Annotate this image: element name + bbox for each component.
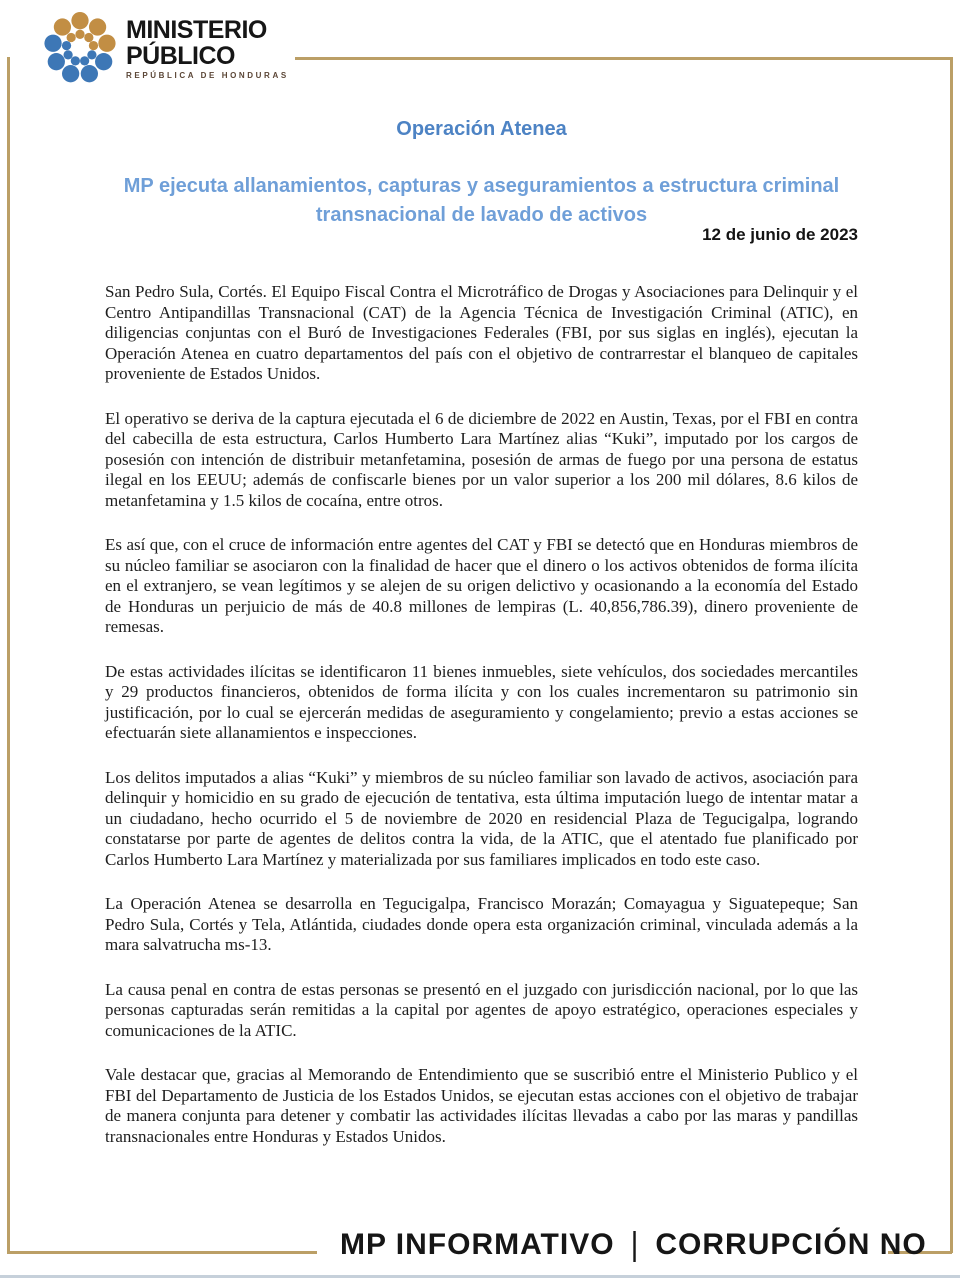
footer-separator: |	[630, 1226, 640, 1263]
footer-slogan-left: MP INFORMATIVO	[340, 1228, 615, 1261]
people-circle-icon	[40, 8, 120, 88]
ministerio-publico-logo	[40, 8, 295, 88]
paragraph: Es así que, con el cruce de información entre agentes del CAT y FBI se detectó que en Honduras miembros de su núcleo familiar se asociaron con la finalidad de hacer que el dinero o los activos obtenidos de forma ilícita en el extranjero, se vean legítimos y se alejen de su origen delictivo y ocasionando a la economía del Estado de Honduras un perjuicio de más de 40.8 millones de lempiras (L. 40,856,786.39), dinero proveniente de remesas.	[105, 535, 858, 636]
headline	[105, 172, 858, 230]
article-body	[105, 282, 858, 1171]
paragraph: El operativo se deriva de la captura ejecutada el 6 de diciembre de 2022 en Austin, Texas, por el FBI en contra del cabecilla de esta estructura, Carlos Humberto Lara Martínez alias “Kuki”, imputado por los cargos de posesión con intención de distribuir metanfetamina, posesión de armas de fuego por una persona de estatus ilegal en los EEUU; además de confiscarle bienes por un valor superior a los 200 mil dólares, 8.6 kilos de metanfetamina y 1.5 kilos de cocaína, entre otros.	[105, 408, 858, 510]
paragraph: Vale destacar que, gracias al Memorando de Entendimiento que se suscribió entre el Ministerio Publico y el FBI del Departamento de Justicia de los Estados Unidos, se ejecutan estas acciones con el objetivo de trabajar de manera conjunta para detener y combatir las actividades ilícitas llevadas a cabo por las maras y pandillas transnacionales entre Honduras y Estados Unidos.	[105, 1065, 858, 1146]
publication-date: 12 de junio de 2023	[702, 225, 858, 244]
operation-title: Operación Atenea	[396, 118, 567, 140]
paragraph: San Pedro Sula, Cortés. El Equipo Fiscal Contra el Microtráfico de Drogas y Asociaciones para Delinquir y el Centro Antipandillas Transnacional (CAT) de la Agencia Técnica de Investigación Criminal (ATIC), en diligencias conjuntas con el Buró de Investigaciones Federales (FBI, por sus siglas en inglés), ejecutan la Operación Atenea en cuatro departamentos del país con el objetivo de contrarrestar el blanqueo de capitales proveniente de Estados Unidos.	[105, 282, 858, 383]
footer-slogan	[340, 1228, 927, 1262]
footer-slogan-right: CORRUPCIÓN NO	[655, 1228, 927, 1261]
logo-wordmark	[126, 17, 289, 80]
paragraph: La causa penal en contra de estas personas se presentó en el juzgado con jurisdicción nacional, por lo que las personas capturadas serán remitidas a la capital por agentes de apoyo estratégico, operaciones especiales y comunicaciones de la ATIC.	[105, 979, 858, 1040]
logo-org-line1: MINISTERIO	[126, 15, 267, 44]
page-border-top	[268, 57, 950, 60]
headline-text: MP ejecuta allanamientos, capturas y aseguramientos a estructura criminal transnacional de lavado de activos	[123, 175, 840, 226]
page-border-bottom-left	[7, 1251, 317, 1254]
logo-country: REPÚBLICA DE HONDURAS	[126, 70, 289, 80]
bottom-accent-bar	[0, 1275, 960, 1278]
paragraph: De estas actividades ilícitas se identificaron 11 bienes inmuebles, siete vehículos, dos sociedades mercantiles y 29 productos financieros, obtenidos de forma ilícita y con los cuales incrementaron su patrimonio sin justificación, por lo cual se ejercerán medidas de aseguramiento y congelamiento; previo a estas acciones se efectuarán siete allanamientos e inspecciones.	[105, 661, 858, 742]
page-border-right	[950, 57, 953, 1253]
page-border-left	[7, 57, 10, 1253]
logo-org-line2: PÚBLICO	[126, 41, 235, 70]
paragraph: La Operación Atenea se desarrolla en Tegucigalpa, Francisco Morazán; Comayagua y Siguatepeque; San Pedro Sula, Cortés y Tela, Atlántida, ciudades donde opera esta organización criminal, vinculada además a la mara salvatrucha ms-13.	[105, 894, 858, 954]
paragraph: Los delitos imputados a alias “Kuki” y miembros de su núcleo familiar son lavado de activos, asociación para delinquir y homicidio en su grado de ejecución de tentativa, esta última imputación luego de intentar matar a un ciudadano, hecho ocurrido el 5 de noviembre de 2020 en residencial Plaza de Tegucigalpa, logrando constatarse por parte de agentes de delitos contra la vida, de la ATIC, que el atentado fue planificado por Carlos Humberto Lara Martínez y materializada por sus familiares implicados en todo este caso.	[105, 767, 858, 869]
